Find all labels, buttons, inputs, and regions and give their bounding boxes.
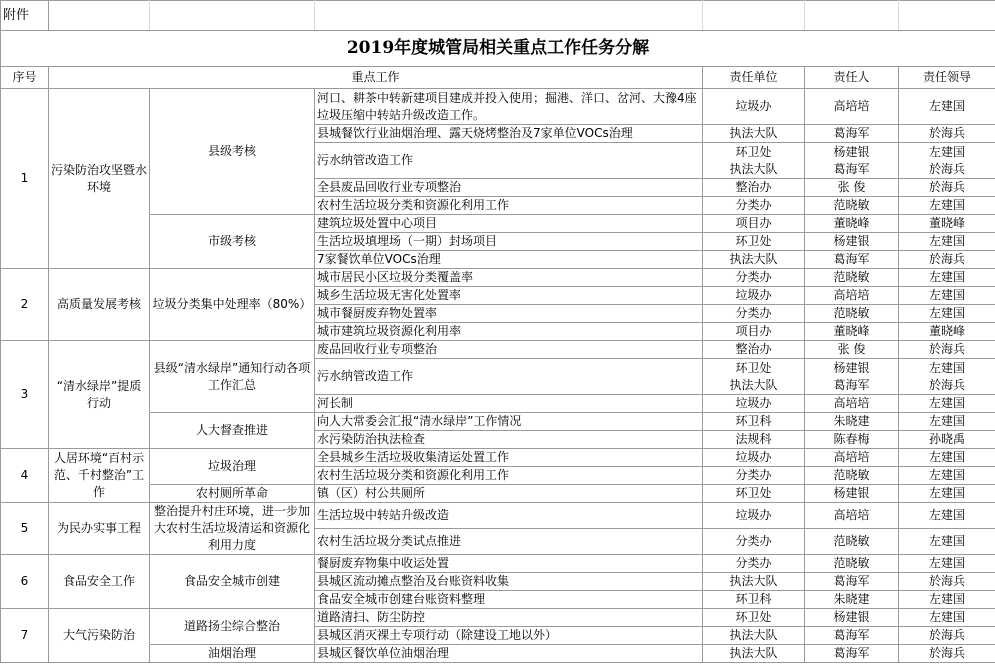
leader-cell[interactable]: 左建国 [899, 89, 995, 125]
category-cell[interactable]: “清水绿岸”提质行动 [49, 341, 150, 449]
unit-cell[interactable]: 执法大队 [703, 573, 805, 591]
leader-cell[interactable]: 左建国 於海兵 [899, 359, 995, 395]
task-cell[interactable]: 水污染防治执法检查 [315, 431, 703, 449]
unit-cell[interactable]: 环卫处 执法大队 [703, 359, 805, 395]
leader-cell[interactable]: 左建国 [899, 485, 995, 503]
person-cell[interactable]: 高培培 [805, 503, 899, 529]
leader-cell[interactable]: 於海兵 [899, 627, 995, 645]
task-cell[interactable]: 城市餐厨废弃物处置率 [315, 305, 703, 323]
person-cell[interactable]: 杨建银 [805, 609, 899, 627]
person-cell[interactable]: 张 俊 [805, 341, 899, 359]
unit-cell[interactable]: 环卫处 [703, 485, 805, 503]
unit-cell[interactable]: 垃圾办 [703, 395, 805, 413]
header-leader[interactable]: 责任领导 [899, 67, 995, 89]
task-cell[interactable]: 向人大常委会汇报“清水绿岸”工作情况 [315, 413, 703, 431]
unit-cell[interactable]: 执法大队 [703, 645, 805, 663]
header-no[interactable]: 序号 [1, 67, 49, 89]
task-cell[interactable]: 农村生活垃圾分类和资源化利用工作 [315, 197, 703, 215]
task-cell[interactable]: 县城区餐饮单位油烟治理 [315, 645, 703, 663]
row-number[interactable]: 7 [1, 609, 49, 663]
unit-cell[interactable]: 整治办 [703, 179, 805, 197]
empty-cell[interactable] [49, 1, 150, 31]
unit-cell[interactable]: 分类办 [703, 197, 805, 215]
table-row [1, 413, 995, 431]
table-row [1, 485, 995, 503]
task-cell[interactable]: 7家餐饮单位VOCs治理 [315, 251, 703, 269]
person-cell[interactable]: 葛海军 [805, 251, 899, 269]
subcategory-cell[interactable]: 道路扬尘综合整治 [150, 609, 315, 645]
task-cell[interactable]: 城市居民小区垃圾分类覆盖率 [315, 269, 703, 287]
unit-cell[interactable]: 分类办 [703, 305, 805, 323]
task-cell[interactable]: 全县废品回收行业专项整治 [315, 179, 703, 197]
task-cell[interactable]: 城乡生活垃圾无害化处置率 [315, 287, 703, 305]
category-cell[interactable]: 高质量发展考核 [49, 269, 150, 341]
category-cell[interactable]: 大气污染防治 [49, 609, 150, 663]
task-cell[interactable]: 农村生活垃圾分类试点推进 [315, 529, 703, 555]
leader-cell[interactable]: 左建国 [899, 449, 995, 467]
leader-cell[interactable]: 於海兵 [899, 341, 995, 359]
task-cell[interactable]: 道路清扫、防尘防控 [315, 609, 703, 627]
person-cell[interactable]: 范晓敏 [805, 555, 899, 573]
leader-cell[interactable]: 董晓峰 [899, 215, 995, 233]
task-cell[interactable]: 县城区消灭裸土专项行动（除建设工地以外） [315, 627, 703, 645]
person-cell[interactable]: 葛海军 [805, 627, 899, 645]
unit-cell[interactable]: 环卫处 [703, 609, 805, 627]
person-cell[interactable]: 董晓峰 [805, 323, 899, 341]
leader-cell[interactable]: 左建国 [899, 233, 995, 251]
task-cell[interactable]: 生活垃圾填埋场（一期）封场项目 [315, 233, 703, 251]
leader-cell[interactable]: 於海兵 [899, 573, 995, 591]
task-cell[interactable]: 农村生活垃圾分类和资源化利用工作 [315, 467, 703, 485]
leader-cell[interactable]: 左建国 [899, 305, 995, 323]
leader-cell[interactable]: 左建国 [899, 555, 995, 573]
subcategory-cell[interactable]: 人大督查推进 [150, 413, 315, 449]
empty-cell[interactable] [805, 1, 899, 31]
leader-cell[interactable]: 於海兵 [899, 125, 995, 143]
leader-cell[interactable]: 左建国 [899, 591, 995, 609]
task-cell[interactable]: 废品回收行业专项整治 [315, 341, 703, 359]
task-cell[interactable]: 污水纳管改造工作 [315, 359, 703, 395]
person-cell[interactable]: 杨建银 葛海军 [805, 359, 899, 395]
task-cell[interactable]: 县城区流动摊点整治及台账资料收集 [315, 573, 703, 591]
unit-cell[interactable]: 垃圾办 [703, 89, 805, 125]
person-cell[interactable]: 朱晓建 [805, 413, 899, 431]
unit-cell[interactable]: 整治办 [703, 341, 805, 359]
unit-cell[interactable]: 分类办 [703, 269, 805, 287]
person-cell[interactable]: 陈春梅 [805, 431, 899, 449]
leader-cell[interactable]: 左建国 [899, 269, 995, 287]
task-cell[interactable]: 食品安全城市创建台账资料整理 [315, 591, 703, 609]
person-cell[interactable]: 杨建银 [805, 485, 899, 503]
table-row [1, 215, 995, 233]
person-cell[interactable]: 高培培 [805, 449, 899, 467]
unit-cell[interactable]: 分类办 [703, 467, 805, 485]
table-row [1, 645, 995, 663]
leader-cell[interactable]: 左建国 [899, 609, 995, 627]
task-cell[interactable]: 河口、耕茶中转新建项目建成并投入使用；掘港、洋口、岔河、大豫4座垃圾压缩中转站升级改造工作。 [315, 89, 703, 125]
subcategory-cell[interactable]: 整治提升村庄环境，进一步加大农村生活垃圾清运和资源化利用力度 [150, 503, 315, 555]
leader-cell[interactable]: 左建国 [899, 287, 995, 305]
unit-cell[interactable]: 分类办 [703, 529, 805, 555]
subcategory-cell[interactable]: 市级考核 [150, 215, 315, 269]
unit-cell[interactable]: 环卫科 [703, 413, 805, 431]
person-cell[interactable]: 范晓敏 [805, 467, 899, 485]
subcategory-cell[interactable]: 垃圾治理 [150, 449, 315, 485]
task-cell[interactable]: 河长制 [315, 395, 703, 413]
category-cell[interactable]: 污染防治攻坚暨水环境 [49, 89, 150, 269]
unit-cell[interactable]: 环卫处 [703, 233, 805, 251]
leader-cell[interactable]: 左建国 [899, 413, 995, 431]
person-cell[interactable]: 杨建银 葛海军 [805, 143, 899, 179]
person-cell[interactable]: 葛海军 [805, 125, 899, 143]
row-number[interactable]: 4 [1, 449, 49, 503]
person-cell[interactable]: 高培培 [805, 89, 899, 125]
unit-cell[interactable]: 分类办 [703, 555, 805, 573]
header-unit[interactable]: 责任单位 [703, 67, 805, 89]
empty-cell[interactable] [315, 1, 703, 31]
subcategory-cell[interactable]: 垃圾分类集中处理率（80%） [150, 269, 315, 341]
table-row [1, 503, 995, 529]
task-cell[interactable]: 县城餐饮行业油烟治理、露天烧烤整治及7家单位VOCs治理 [315, 125, 703, 143]
leader-cell[interactable]: 左建国 於海兵 [899, 143, 995, 179]
leader-cell[interactable]: 左建国 [899, 197, 995, 215]
subcategory-cell[interactable]: 食品安全城市创建 [150, 555, 315, 609]
task-cell[interactable]: 全县城乡生活垃圾收集清运处置工作 [315, 449, 703, 467]
task-cell[interactable]: 生活垃圾中转站升级改造 [315, 503, 703, 529]
unit-cell[interactable]: 执法大队 [703, 125, 805, 143]
person-cell[interactable]: 高培培 [805, 395, 899, 413]
row-number[interactable]: 6 [1, 555, 49, 609]
person-cell[interactable]: 杨建银 [805, 233, 899, 251]
person-cell[interactable]: 范晓敏 [805, 305, 899, 323]
person-cell[interactable]: 董晓峰 [805, 215, 899, 233]
table-row [1, 555, 995, 573]
attachment-label[interactable]: 附件 [1, 1, 49, 31]
table-row [1, 609, 995, 627]
leader-cell[interactable]: 左建国 [899, 529, 995, 555]
row-number[interactable]: 5 [1, 503, 49, 555]
leader-cell[interactable]: 左建国 [899, 467, 995, 485]
unit-cell[interactable]: 垃圾办 [703, 449, 805, 467]
leader-cell[interactable]: 於海兵 [899, 179, 995, 197]
category-cell[interactable]: 人居环境“百村示范、千村整治”工作 [49, 449, 150, 503]
table-row [1, 269, 995, 287]
table-row [1, 89, 995, 125]
row-number[interactable]: 3 [1, 341, 49, 449]
leader-cell[interactable]: 左建国 [899, 503, 995, 529]
person-cell[interactable]: 葛海军 [805, 573, 899, 591]
unit-cell[interactable]: 法规科 [703, 431, 805, 449]
leader-cell[interactable]: 於海兵 [899, 251, 995, 269]
empty-cell[interactable] [150, 1, 315, 31]
row-number[interactable]: 1 [1, 89, 49, 269]
unit-cell[interactable]: 执法大队 [703, 251, 805, 269]
person-cell[interactable]: 范晓敏 [805, 269, 899, 287]
person-cell[interactable]: 张 俊 [805, 179, 899, 197]
table-row [1, 449, 995, 467]
unit-cell[interactable]: 项目办 [703, 323, 805, 341]
unit-cell[interactable]: 环卫处 执法大队 [703, 143, 805, 179]
page-title[interactable]: 2019年度城管局相关重点工作任务分解 [1, 31, 995, 67]
task-cell[interactable]: 污水纳管改造工作 [315, 143, 703, 179]
task-cell[interactable]: 城市建筑垃圾资源化利用率 [315, 323, 703, 341]
task-cell[interactable]: 建筑垃圾处置中心项目 [315, 215, 703, 233]
category-cell[interactable]: 为民办实事工程 [49, 503, 150, 555]
empty-cell[interactable] [703, 1, 805, 31]
empty-cell[interactable] [899, 1, 995, 31]
unit-cell[interactable]: 环卫科 [703, 591, 805, 609]
table-row [1, 341, 995, 359]
header-person[interactable]: 责任人 [805, 67, 899, 89]
header-work[interactable]: 重点工作 [49, 67, 703, 89]
subcategory-cell[interactable]: 农村厕所革命 [150, 485, 315, 503]
subcategory-cell[interactable]: 县级考核 [150, 89, 315, 215]
unit-cell[interactable]: 执法大队 [703, 627, 805, 645]
person-cell[interactable]: 朱晓建 [805, 591, 899, 609]
person-cell[interactable]: 高培培 [805, 287, 899, 305]
subcategory-cell[interactable]: 县级“清水绿岸”通知行动各项工作汇总 [150, 341, 315, 413]
category-cell[interactable]: 食品安全工作 [49, 555, 150, 609]
person-cell[interactable]: 范晓敏 [805, 529, 899, 555]
person-cell[interactable]: 葛海军 [805, 645, 899, 663]
unit-cell[interactable]: 垃圾办 [703, 287, 805, 305]
row-number[interactable]: 2 [1, 269, 49, 341]
leader-cell[interactable]: 左建国 [899, 395, 995, 413]
leader-cell[interactable]: 董晓峰 [899, 323, 995, 341]
task-cell[interactable]: 镇（区）村公共厕所 [315, 485, 703, 503]
subcategory-cell[interactable]: 油烟治理 [150, 645, 315, 663]
unit-cell[interactable]: 项目办 [703, 215, 805, 233]
unit-cell[interactable]: 垃圾办 [703, 503, 805, 529]
task-cell[interactable]: 餐厨废弃物集中收运处置 [315, 555, 703, 573]
leader-cell[interactable]: 孙晓禹 [899, 431, 995, 449]
person-cell[interactable]: 范晓敏 [805, 197, 899, 215]
leader-cell[interactable]: 於海兵 [899, 645, 995, 663]
